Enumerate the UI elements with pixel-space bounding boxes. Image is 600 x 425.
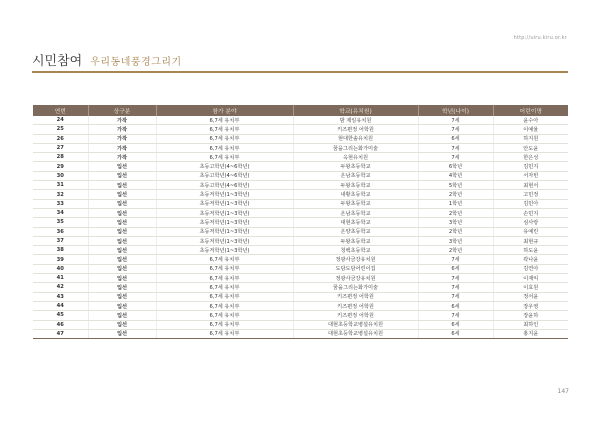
cell-award: 입선 <box>88 199 156 208</box>
table-row <box>33 236 568 245</box>
cell-category: 초등저학년(1~3학년) <box>156 246 293 255</box>
cell-award: 입선 <box>88 162 156 171</box>
cell-grade: 6세 <box>418 320 493 329</box>
cell-name: 안도윤 <box>493 143 568 152</box>
cell-number: 34 <box>33 208 88 217</box>
cell-name: 최현규 <box>493 236 568 245</box>
cell-grade: 7세 <box>418 255 493 264</box>
cell-name: 하지원 <box>493 134 568 143</box>
cell-name: 이예율 <box>493 125 568 134</box>
cell-school: 두왕초등학교 <box>293 236 418 245</box>
table-row <box>33 162 568 171</box>
cell-award: 입선 <box>88 190 156 199</box>
cell-school: 꿈을그리는화가미술 <box>293 283 418 292</box>
cell-name: 손민지 <box>493 208 568 217</box>
table-row <box>33 199 568 208</box>
cell-number: 24 <box>33 116 88 125</box>
cell-number: 28 <box>33 153 88 162</box>
column-header-school: 학교(유치원) <box>293 105 418 116</box>
cell-name: 유예린 <box>493 227 568 236</box>
cell-award: 입선 <box>88 246 156 255</box>
cell-grade: 7세 <box>418 153 493 162</box>
table-row <box>33 116 568 125</box>
column-header-grade: 학년(나이) <box>418 105 493 116</box>
cell-number: 35 <box>33 218 88 227</box>
cell-number: 47 <box>33 329 88 338</box>
table-row <box>33 329 568 338</box>
column-header-name: 어린이명 <box>493 105 568 116</box>
cell-grade: 6세 <box>418 134 493 143</box>
cell-school: 꿈을그리는화가미술 <box>293 143 418 152</box>
cell-school: 정광사금강유치원 <box>293 274 418 283</box>
section-title: 시민참여 <box>32 54 83 69</box>
cell-grade: 3학년 <box>418 218 493 227</box>
cell-category: 초등고학년(4~6학년) <box>156 181 293 190</box>
table-row <box>33 274 568 283</box>
table-row <box>33 255 568 264</box>
cell-school: 정광사금강유치원 <box>293 255 418 264</box>
cell-school: 두왕초등학교 <box>293 199 418 208</box>
cell-category: 6,7세 유치부 <box>156 143 293 152</box>
cell-grade: 6학년 <box>418 162 493 171</box>
cell-grade: 7세 <box>418 274 493 283</box>
cell-award: 가작 <box>88 153 156 162</box>
cell-category: 6,7세 유치부 <box>156 320 293 329</box>
cell-award: 입선 <box>88 311 156 320</box>
cell-grade: 2학년 <box>418 227 493 236</box>
cell-grade: 6세 <box>418 301 493 310</box>
cell-award: 입선 <box>88 171 156 180</box>
cell-name: 하도윤 <box>493 246 568 255</box>
cell-category: 6,7세 유치부 <box>156 283 293 292</box>
cell-grade: 2학년 <box>418 190 493 199</box>
cell-name: 한은성 <box>493 153 568 162</box>
cell-name: 장윤하 <box>493 311 568 320</box>
cell-category: 6,7세 유치부 <box>156 311 293 320</box>
page-title <box>32 50 182 69</box>
cell-number: 32 <box>33 190 88 199</box>
table-header-row <box>33 105 568 116</box>
table-row <box>33 292 568 301</box>
cell-name: 홍지윤 <box>493 329 568 338</box>
cell-name: 장우영 <box>493 301 568 310</box>
cell-number: 38 <box>33 246 88 255</box>
cell-school: 현대한솔유치원 <box>293 134 418 143</box>
cell-number: 43 <box>33 292 88 301</box>
cell-school: 두왕초등학교 <box>293 162 418 171</box>
cell-grade: 2학년 <box>418 246 493 255</box>
cell-grade: 7세 <box>418 143 493 152</box>
cell-category: 6,7세 유치부 <box>156 292 293 301</box>
cell-school: 내황초등학교 <box>293 190 418 199</box>
cell-number: 46 <box>33 320 88 329</box>
cell-award: 가작 <box>88 116 156 125</box>
cell-school: 온남초등학교 <box>293 171 418 180</box>
cell-grade: 3학년 <box>418 236 493 245</box>
cell-award: 가작 <box>88 143 156 152</box>
table-row <box>33 125 568 134</box>
cell-school: 두왕초등학교 <box>293 181 418 190</box>
site-url: http://uiru.kiru.or.kr <box>513 35 567 41</box>
table-row <box>33 208 568 217</box>
table-row <box>33 153 568 162</box>
cell-category: 초등저학년(1~3학년) <box>156 190 293 199</box>
cell-award: 입선 <box>88 320 156 329</box>
cell-number: 41 <box>33 274 88 283</box>
cell-category: 초등고학년(4~6학년) <box>156 162 293 171</box>
cell-award: 입선 <box>88 283 156 292</box>
table-row <box>33 227 568 236</box>
cell-category: 6,7세 유치부 <box>156 153 293 162</box>
cell-number: 39 <box>33 255 88 264</box>
cell-school: 청백초등학교 <box>293 246 418 255</box>
table-row <box>33 283 568 292</box>
table-row <box>33 190 568 199</box>
cell-name: 정서윤 <box>493 292 568 301</box>
cell-school: 키즈편정 어학원 <box>293 301 418 310</box>
cell-number: 37 <box>33 236 88 245</box>
cell-name: 김민아 <box>493 199 568 208</box>
cell-name: 최하인 <box>493 320 568 329</box>
table-row <box>33 218 568 227</box>
cell-category: 6,7세 유치부 <box>156 255 293 264</box>
cell-award: 가작 <box>88 134 156 143</box>
cell-number: 26 <box>33 134 88 143</box>
cell-number: 27 <box>33 143 88 152</box>
cell-name: 고민정 <box>493 190 568 199</box>
cell-name: 윤수아 <box>493 116 568 125</box>
cell-number: 29 <box>33 162 88 171</box>
cell-award: 입선 <box>88 181 156 190</box>
cell-name: 김연아 <box>493 264 568 273</box>
cell-school: 키즈편정 어학원 <box>293 292 418 301</box>
cell-category: 6,7세 유치부 <box>156 134 293 143</box>
cell-category: 6,7세 유치부 <box>156 301 293 310</box>
cell-number: 42 <box>33 283 88 292</box>
cell-grade: 1학년 <box>418 199 493 208</box>
cell-grade: 5학년 <box>418 181 493 190</box>
cell-grade: 6세 <box>418 329 493 338</box>
cell-award: 입선 <box>88 329 156 338</box>
cell-number: 31 <box>33 181 88 190</box>
cell-grade: 7세 <box>418 125 493 134</box>
cell-number: 30 <box>33 171 88 180</box>
section-subtitle: 우리동네풍경그리기 <box>90 57 182 68</box>
cell-category: 초등저학년(1~3학년) <box>156 236 293 245</box>
table-row <box>33 301 568 310</box>
cell-award: 입선 <box>88 301 156 310</box>
cell-award: 입선 <box>88 227 156 236</box>
cell-grade: 7세 <box>418 116 493 125</box>
cell-name: 곽나윤 <box>493 255 568 264</box>
cell-award: 입선 <box>88 236 156 245</box>
column-header-number: 연번 <box>33 105 88 116</box>
cell-award: 입선 <box>88 264 156 273</box>
cell-school: 대현초등학교병설유치원 <box>293 320 418 329</box>
column-header-award: 상구분 <box>88 105 156 116</box>
cell-award: 입선 <box>88 218 156 227</box>
title-divider <box>32 71 568 73</box>
cell-school: 옥현유치원 <box>293 153 418 162</box>
cell-category: 초등저학년(1~3학년) <box>156 227 293 236</box>
table-row <box>33 134 568 143</box>
cell-category: 초등저학년(1~3학년) <box>156 208 293 217</box>
cell-grade: 7세 <box>418 283 493 292</box>
cell-school: 도담도담어린이집 <box>293 264 418 273</box>
table-row <box>33 143 568 152</box>
cell-school: 키즈편정 어학원 <box>293 311 418 320</box>
cell-category: 6,7세 유치부 <box>156 264 293 273</box>
cell-category: 6,7세 유치부 <box>156 125 293 134</box>
table-row <box>33 181 568 190</box>
cell-school: 대현초등학교 <box>293 218 418 227</box>
cell-award: 입선 <box>88 255 156 264</box>
cell-school: 대현초등학교병설유치원 <box>293 329 418 338</box>
cell-category: 초등저학년(1~3학년) <box>156 218 293 227</box>
table-row <box>33 171 568 180</box>
cell-grade: 4학년 <box>418 171 493 180</box>
table-row <box>33 311 568 320</box>
cell-name: 심사랑 <box>493 218 568 227</box>
cell-school: 키즈편정 어학원 <box>293 125 418 134</box>
cell-number: 33 <box>33 199 88 208</box>
cell-award: 가작 <box>88 125 156 134</box>
cell-number: 44 <box>33 301 88 310</box>
cell-grade: 2학년 <box>418 208 493 217</box>
cell-grade: 7세 <box>418 292 493 301</box>
page-number: 147 <box>557 388 569 395</box>
cell-category: 6,7세 유치부 <box>156 329 293 338</box>
cell-category: 6,7세 유치부 <box>156 116 293 125</box>
cell-category: 초등고학년(4~6학년) <box>156 171 293 180</box>
cell-name: 이효원 <box>493 283 568 292</box>
cell-name: 김민지 <box>493 162 568 171</box>
table-row <box>33 320 568 329</box>
cell-name: 이재익 <box>493 274 568 283</box>
awards-table <box>33 105 568 339</box>
cell-category: 초등저학년(1~3학년) <box>156 199 293 208</box>
cell-number: 40 <box>33 264 88 273</box>
cell-award: 입선 <box>88 292 156 301</box>
cell-number: 36 <box>33 227 88 236</box>
cell-name: 서자빈 <box>493 171 568 180</box>
cell-school: 온양초등학교 <box>293 227 418 236</box>
cell-name: 최현서 <box>493 181 568 190</box>
table-row <box>33 246 568 255</box>
cell-award: 입선 <box>88 274 156 283</box>
cell-number: 45 <box>33 311 88 320</box>
table-row <box>33 264 568 273</box>
cell-school: 밤 제일유치원 <box>293 116 418 125</box>
column-header-category: 참가 분야 <box>156 105 293 116</box>
cell-number: 25 <box>33 125 88 134</box>
cell-grade: 7세 <box>418 311 493 320</box>
cell-category: 6,7세 유치부 <box>156 274 293 283</box>
cell-award: 입선 <box>88 208 156 217</box>
cell-school: 온남초등학교 <box>293 208 418 217</box>
cell-grade: 6세 <box>418 264 493 273</box>
